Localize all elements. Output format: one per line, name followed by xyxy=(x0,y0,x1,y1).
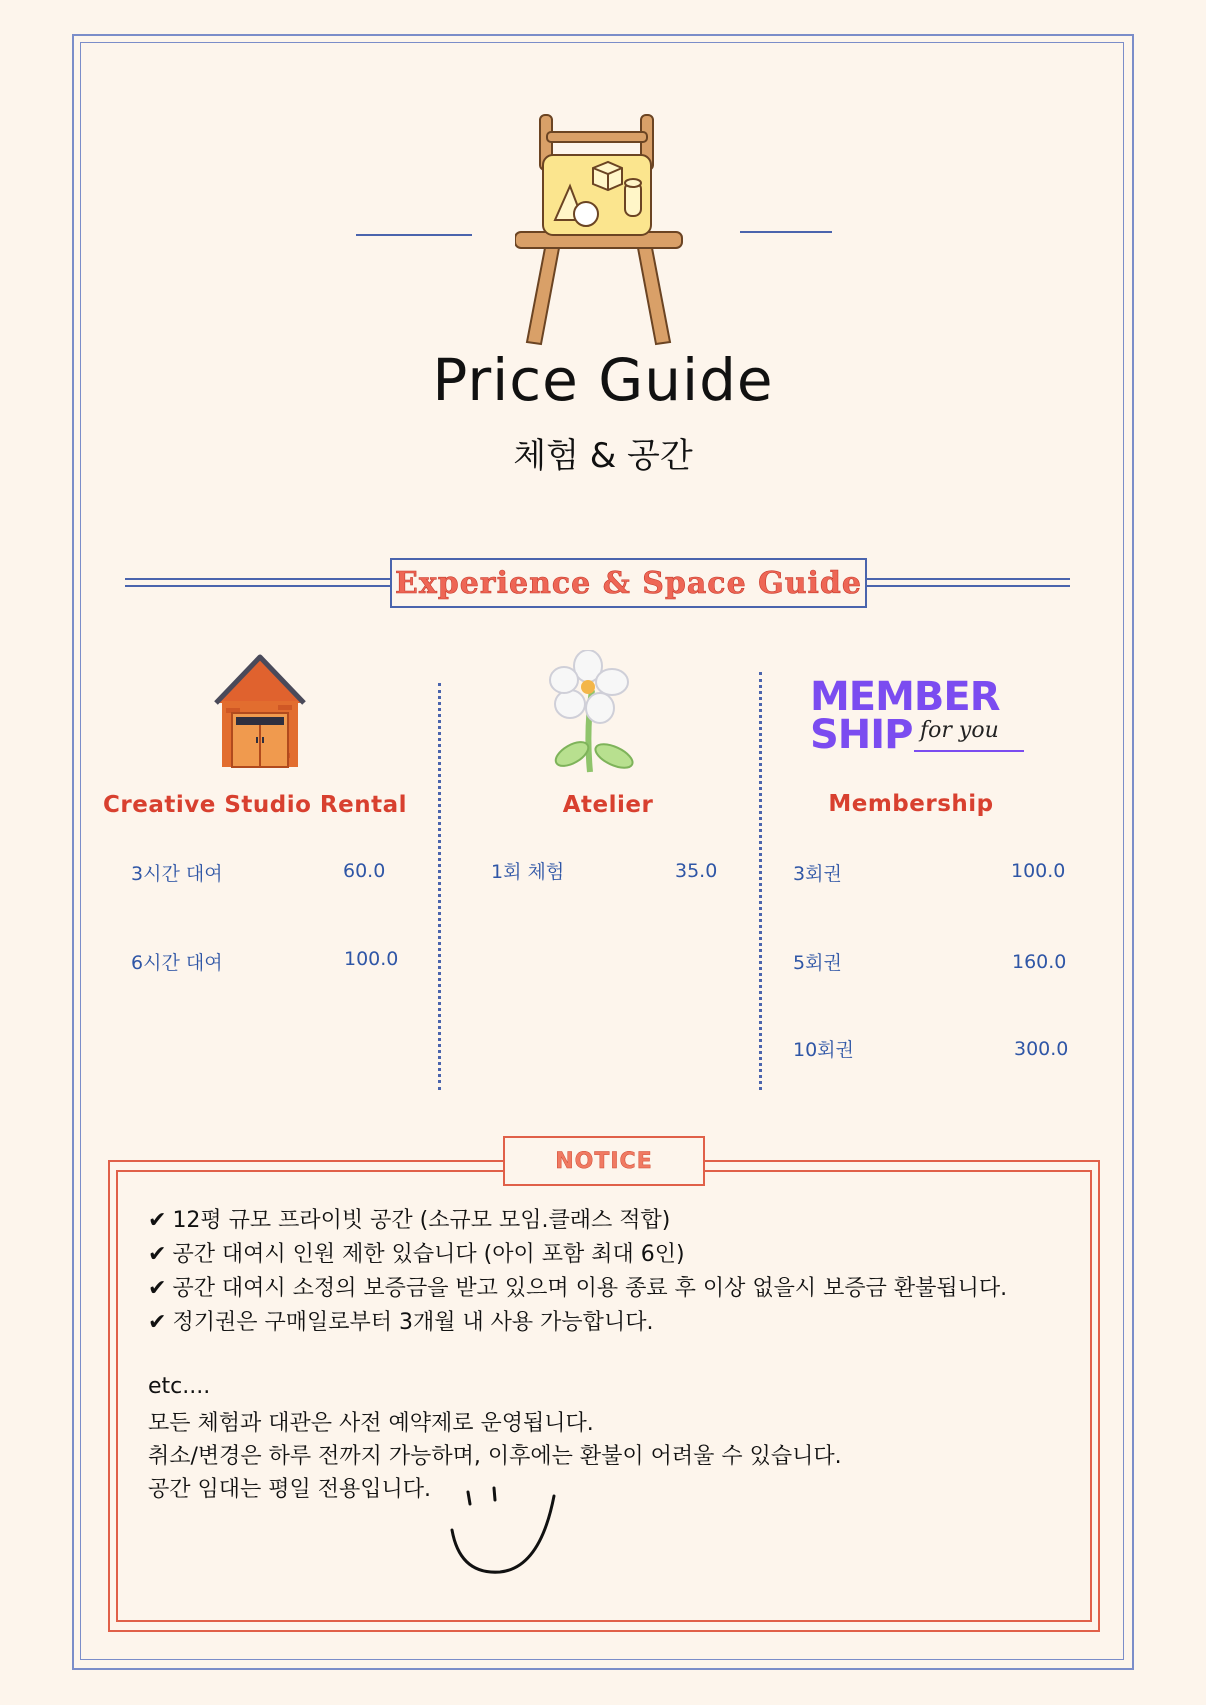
membership-item-3-price: 300.0 xyxy=(1014,1038,1069,1060)
notice-title: NOTICE xyxy=(555,1148,653,1174)
notice-etc-label: etc.... xyxy=(148,1374,211,1399)
notice-bullet-3-text: 공간 대여시 소정의 보증금을 받고 있으며 이용 종료 후 이상 없을시 보증금 환불됩니다. xyxy=(172,1276,1008,1301)
easel-icon xyxy=(515,110,695,350)
membership-item-3-label: 10회권 xyxy=(793,1039,854,1061)
atelier-item-1-price: 35.0 xyxy=(675,860,718,882)
header-line-right xyxy=(740,231,832,233)
column-divider-1 xyxy=(438,683,441,1090)
membership-logo-underline xyxy=(914,750,1024,752)
membership-logo-script: for you xyxy=(920,718,999,743)
section-line-left-bottom xyxy=(125,585,390,587)
smiley-icon xyxy=(440,1480,570,1580)
notice-bullet-1 xyxy=(148,1203,670,1234)
membership-item-2-label: 5회권 xyxy=(793,952,842,974)
column-title-studio: Creative Studio Rental xyxy=(103,792,407,818)
notice-etc-line-3: 공간 임대는 평일 전용입니다. xyxy=(148,1477,431,1502)
page-subtitle: 체험 & 공간 xyxy=(513,436,693,476)
membership-logo-line2: SHIP xyxy=(810,712,913,758)
atelier-item-1-label: 1회 체험 xyxy=(491,861,565,883)
notice-bullet-4 xyxy=(148,1305,653,1336)
studio-item-2-price: 100.0 xyxy=(344,948,399,970)
check-icon: ✔ xyxy=(148,1310,167,1335)
section-line-right-top xyxy=(865,578,1070,580)
studio-item-1-price: 60.0 xyxy=(343,860,386,882)
notice-bullet-1-text: 12평 규모 프라이빗 공간 (소규모 모임.클래스 적합) xyxy=(172,1208,671,1233)
flower-icon xyxy=(546,650,656,780)
notice-bullet-4-text: 정기권은 구매일로부터 3개월 내 사용 가능합니다. xyxy=(172,1310,654,1335)
section-line-left-top xyxy=(125,578,390,580)
membership-item-1-price: 100.0 xyxy=(1011,860,1066,882)
notice-tab xyxy=(503,1136,705,1186)
section-line-right-bottom xyxy=(865,585,1070,587)
header-line-left xyxy=(356,234,472,236)
notice-bullet-2-text: 공간 대여시 인원 제한 있습니다 (아이 포함 최대 6인) xyxy=(172,1242,685,1267)
column-title-membership: Membership xyxy=(828,791,994,817)
membership-item-1-label: 3회권 xyxy=(793,863,842,885)
studio-item-1-label: 3시간 대여 xyxy=(131,863,223,885)
check-icon: ✔ xyxy=(148,1242,167,1267)
section-title: Experience & Space Guide xyxy=(394,565,862,601)
notice-bullet-3 xyxy=(148,1271,1007,1302)
page-title: Price Guide xyxy=(432,346,774,414)
notice-bullet-2 xyxy=(148,1237,685,1268)
check-icon: ✔ xyxy=(148,1208,167,1233)
membership-item-2-price: 160.0 xyxy=(1012,951,1067,973)
studio-item-2-label: 6시간 대여 xyxy=(131,952,223,974)
section-banner xyxy=(390,558,867,608)
notice-etc-line-2: 취소/변경은 하루 전까지 가능하며, 이후에는 환불이 어려울 수 있습니다. xyxy=(148,1444,842,1469)
column-title-atelier: Atelier xyxy=(562,792,654,818)
check-icon: ✔ xyxy=(148,1276,167,1301)
house-icon xyxy=(212,653,308,771)
membership-logo-line1: MEMBER xyxy=(810,674,1000,720)
notice-etc-line-1: 모든 체험과 대관은 사전 예약제로 운영됩니다. xyxy=(148,1411,594,1436)
membership-logo xyxy=(810,674,1030,758)
column-divider-2 xyxy=(759,672,762,1090)
